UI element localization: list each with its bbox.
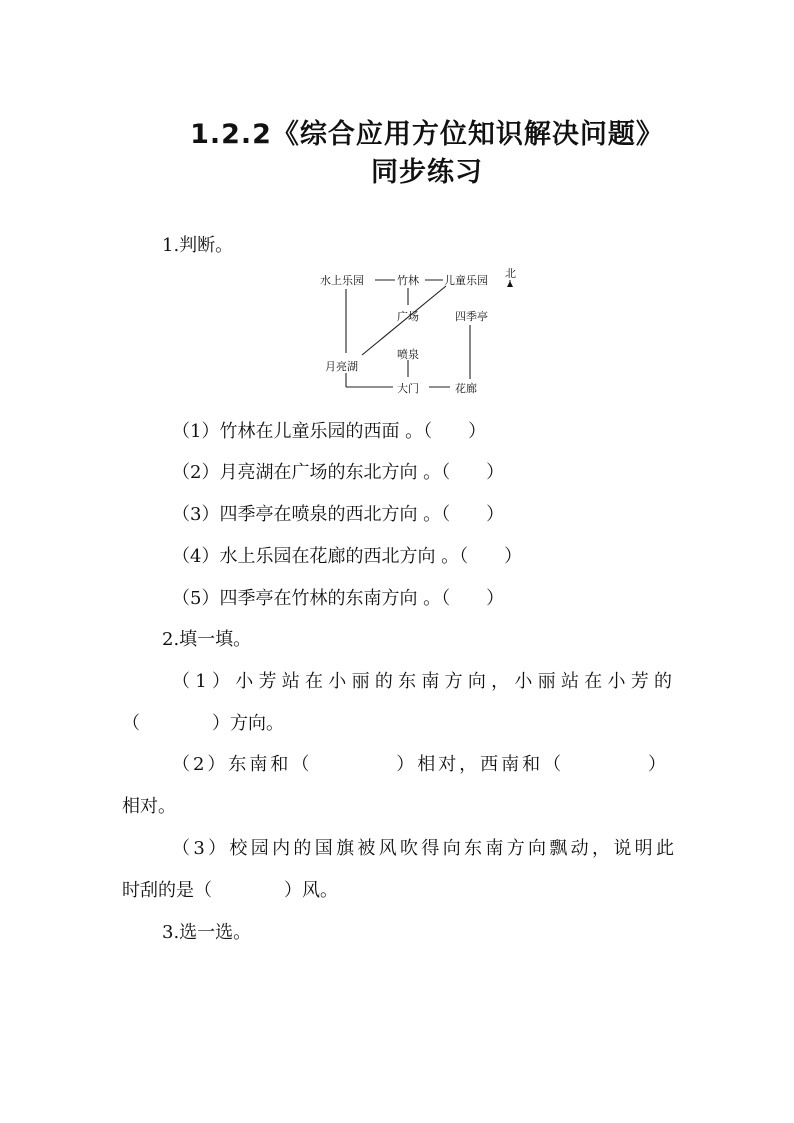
q1-item-2: （2）月亮湖在广场的东北方向 。（ ） — [172, 462, 505, 483]
page-title-line1: 1.2.2《综合应用方位知识解决问题》 — [190, 119, 664, 150]
q2-item-3-line-b: 时刮的是（ ）风。 — [122, 880, 338, 901]
label-moon-lake: 月亮湖 — [325, 360, 358, 373]
q1-item-3: （3）四季亭在喷泉的西北方向 。（ ） — [172, 504, 505, 525]
q1-heading: 1.判断。 — [162, 235, 234, 256]
q1-item-4: （4）水上乐园在花廊的西北方向 。（ ） — [172, 546, 523, 567]
q2-item-2-line-a: （2）东南和（ ）相对，西南和（ ） — [172, 754, 666, 775]
q1-item-1: （1）竹林在儿童乐园的西面 。（ ） — [172, 421, 487, 442]
q2-item-2-line-b: 相对。 — [122, 796, 176, 817]
north-arrow-head — [507, 281, 513, 287]
label-kids-park: 儿童乐园 — [444, 274, 488, 287]
label-bamboo: 竹林 — [397, 274, 419, 287]
q3-heading: 3.选一选。 — [162, 922, 252, 943]
label-pavilion: 四季亭 — [455, 310, 488, 323]
label-north: 北 — [505, 267, 516, 280]
label-square: 广场 — [397, 310, 419, 323]
q2-item-1-line-b: （ ）方向。 — [122, 713, 284, 734]
q2-item-3-line-a: （3）校园内的国旗被风吹得向东南方向飘动，说明此 — [172, 838, 674, 859]
label-gate: 大门 — [397, 382, 419, 395]
label-corridor: 花廊 — [455, 382, 477, 395]
q2-heading: 2.填一填。 — [162, 629, 252, 650]
label-water-park: 水上乐园 — [320, 274, 364, 287]
q2-item-1-line-a: （1）小芳站在小丽的东南方向，小丽站在小芳的 — [172, 671, 672, 692]
label-fountain: 喷泉 — [397, 348, 419, 361]
q1-item-5: （5）四季亭在竹林的东南方向 。（ ） — [172, 588, 505, 609]
page-title-line2: 同步练习 — [371, 157, 483, 188]
map-diagram — [300, 262, 540, 404]
